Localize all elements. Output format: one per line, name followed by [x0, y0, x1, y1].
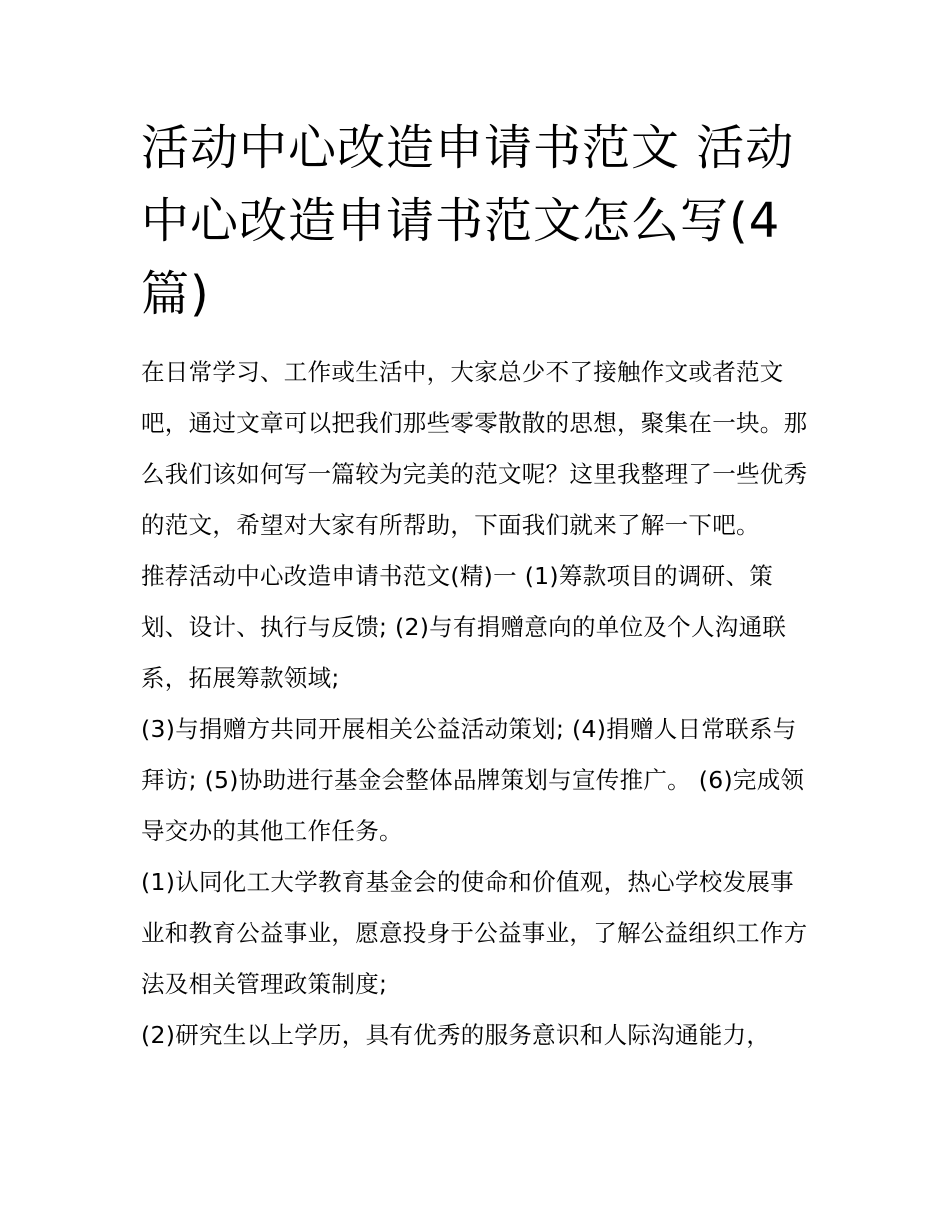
paragraph-requirement-1: (1)认同化工大学教育基金会的使命和价值观，热心学校发展事业和教育公益事业，愿意投身于公益事业，了解公益组织工作方法及相关管理政策制度;: [141, 868, 808, 998]
paragraph-duties-2: (3)与捐赠方共同开展相关公益活动策划; (4)捐赠人日常联系与拜访; (5)协助进行基金会整体品牌策划与宣传推广。 (6)完成领导交办的其他工作任务。: [141, 715, 805, 845]
paragraph-requirement-2: (2)研究生以上学历，具有优秀的服务意识和人际沟通能力，: [141, 1021, 771, 1049]
paragraph-intro: 在日常学习、工作或生活中，大家总少不了接触作文或者范文吧，通过文章可以把我们那些零零散散的思想，聚集在一块。那么我们该如何写一篇较为完美的范文呢？这里我整理了一些优秀的范文，希望对大家有所帮助，下面我们就来了解一下吧。: [141, 358, 808, 539]
document-title: 活动中心改造申请书范文 活动中心改造申请书范文怎么写(4篇): [141, 120, 795, 322]
paragraph-duties-1: 推荐活动中心改造申请书范文(精)一 (1)筹款项目的调研、策划、设计、执行与反馈; (2)与有捐赠意向的单位及个人沟通联系，拓展筹款领域;: [141, 562, 787, 692]
